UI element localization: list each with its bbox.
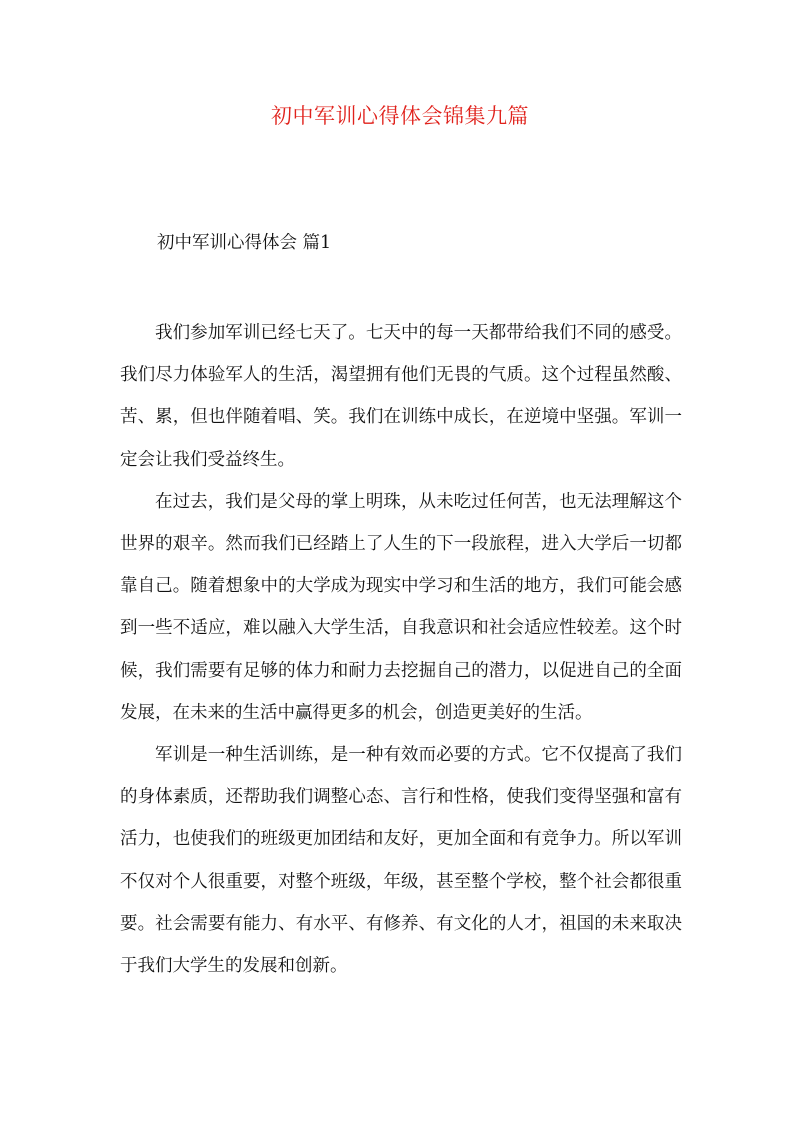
paragraph-3: 军训是一种生活训练，是一种有效而必要的方式。它不仅提高了我们的身体素质，还帮助我们调整心态、言行和性格，使我们变得坚强和富有活力，也使我们的班级更加团结和友好，更加全面和有竞争力。所以军训不仅对个人很重要，对整个班级，年级，甚至整个学校，整个社会都很重要。社会需要有能力、有水平、有修养、有文化的人才，祖国的未来取决于我们大学生的发展和创新。 <box>120 745 682 977</box>
body-text <box>120 312 682 987</box>
paragraph-2: 在过去，我们是父母的掌上明珠，从未吃过任何苦，也无法理解这个世界的艰辛。然而我们已经踏上了人生的下一段旅程，进入大学后一切都靠自己。随着想象中的大学成为现实中学习和生活的地方，我们可能会感到一些不适应，难以融入大学生活，自我意识和社会适应性较差。这个时候，我们需要有足够的体力和耐力去挖掘自己的潜力，以促进自己的全面发展，在未来的生活中赢得更多的机会，创造更美好的生活。 <box>120 491 682 723</box>
paragraph-1: 我们参加军训已经七天了。七天中的每一天都带给我们不同的感受。我们尽力体验军人的生活，渴望拥有他们无畏的气质。这个过程虽然酸、苦、累，但也伴随着唱、笑。我们在训练中成长，在逆境中坚强。军训一定会让我们受益终生。 <box>120 323 682 470</box>
document-title: 初中军训心得体会锦集九篇 <box>271 104 529 128</box>
section-heading: 初中军训心得体会 篇1 <box>157 233 332 253</box>
